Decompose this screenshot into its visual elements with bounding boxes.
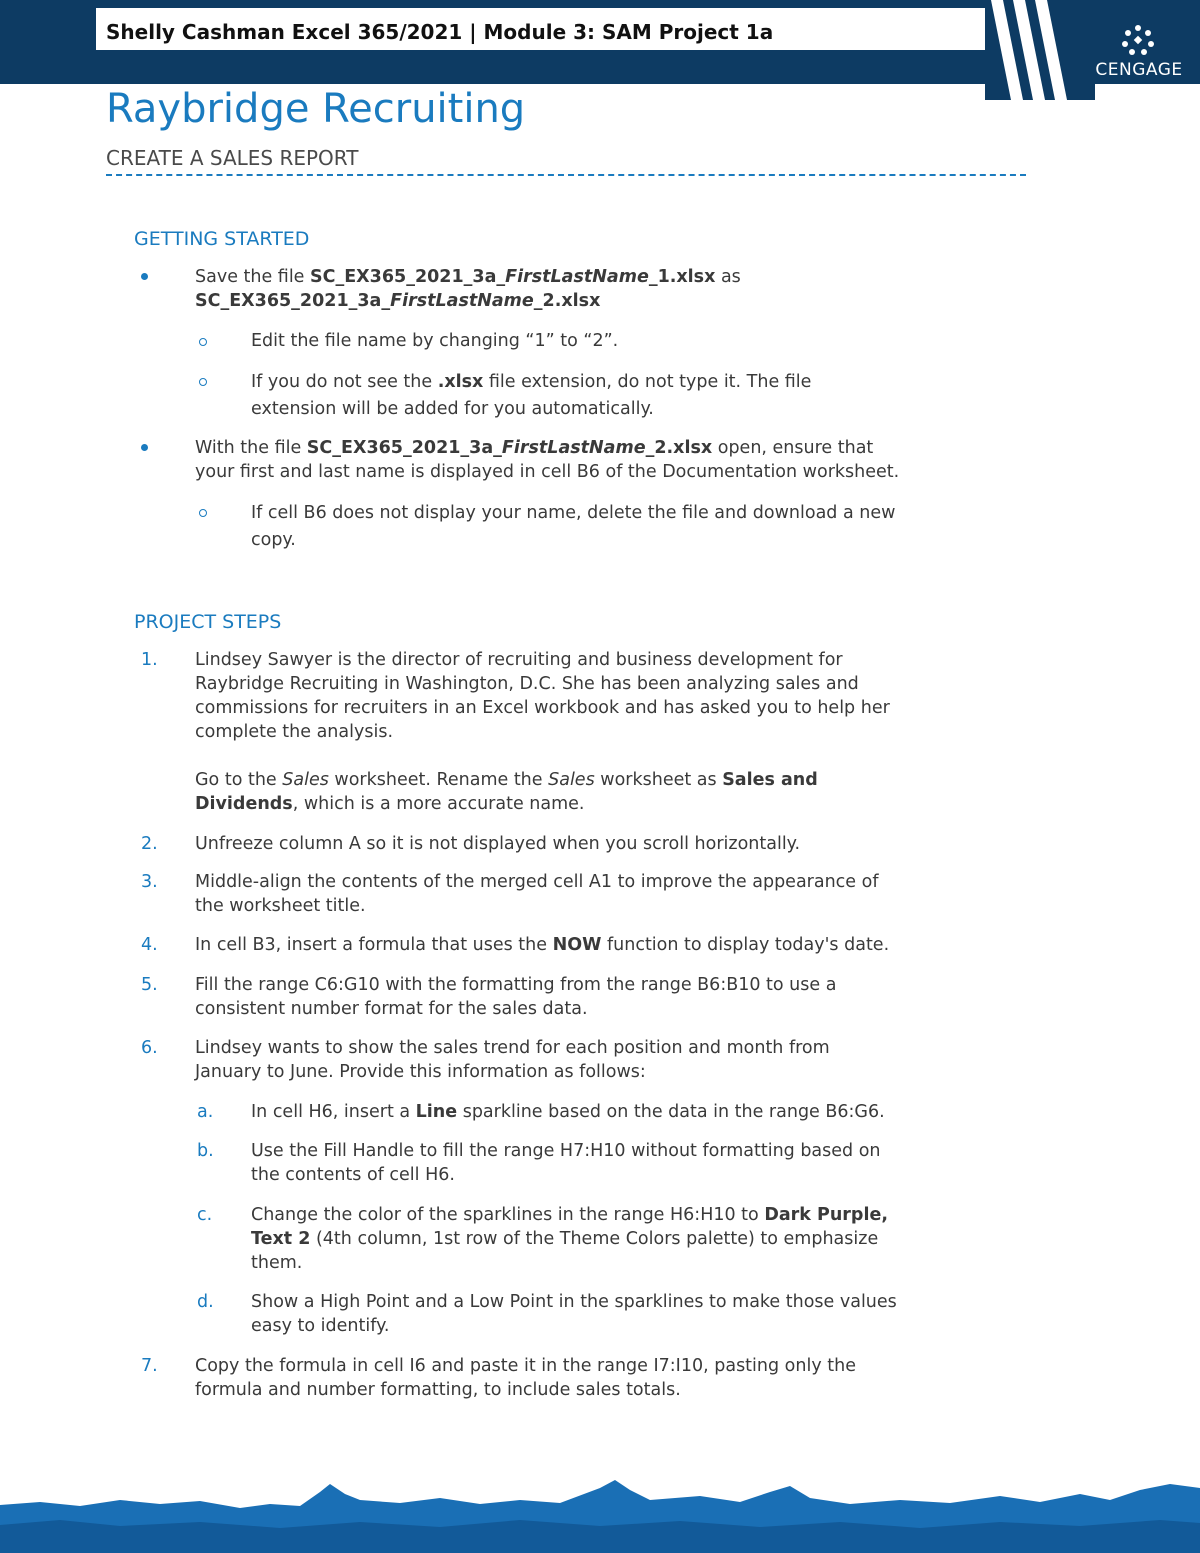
- text-run: In cell B3, insert a formula that uses the: [195, 935, 553, 955]
- getting-started-sub-1: Edit the file name by changing “1” to “2”.: [251, 331, 619, 351]
- step-number: 5.: [141, 975, 158, 995]
- step-2: Unfreeze column A so it is not displayed when you scroll horizontally.: [195, 834, 801, 854]
- title-divider: [106, 174, 1026, 176]
- text-run: Lindsey Sawyer is the director of recruiting and business development for: [195, 650, 843, 670]
- document-subtitle: CREATE A SALES REPORT: [106, 146, 359, 170]
- getting-started-bullet-1: [195, 265, 995, 313]
- text-run: your first and last name is displayed in cell B6 of the Documentation worksheet.: [195, 462, 900, 482]
- header-title: Shelly Cashman Excel 365/2021 | Module 3: SAM Project 1a: [106, 20, 774, 44]
- text-run: Fill the range C6:G10 with the formatting from the range B6:B10 to use a: [195, 975, 837, 995]
- file-name: _1.xlsx: [648, 267, 716, 287]
- cengage-logo-icon: [1120, 24, 1156, 58]
- step-6b: [251, 1139, 1011, 1187]
- step-1-paragraph-2: [195, 768, 1015, 816]
- step-number: 6.: [141, 1038, 158, 1058]
- step-6d: [251, 1290, 1011, 1338]
- step-5: [195, 973, 1015, 1021]
- file-name: FirstLastName: [390, 291, 534, 311]
- text-run: commissions for recruiters in an Excel workbook and has asked you to help her: [195, 698, 890, 718]
- step-4: [195, 933, 1015, 957]
- text-run: complete the analysis.: [195, 722, 394, 742]
- file-name: FirstLastName: [505, 267, 649, 287]
- text-run: Middle-align the contents of the merged cell A1 to improve the appearance of: [195, 872, 879, 892]
- file-name: _2.xlsx: [533, 291, 601, 311]
- step-6: [195, 1036, 1015, 1084]
- step-6a: [251, 1100, 1011, 1124]
- text-run: them.: [251, 1253, 303, 1273]
- text-run: , which is a more accurate name.: [292, 794, 585, 814]
- file-name: SC_EX365_2021_3a_: [310, 267, 506, 287]
- step-number: 7.: [141, 1356, 158, 1376]
- text-run: January to June. Provide this information as follows:: [195, 1062, 646, 1082]
- file-name: FirstLastName: [501, 438, 646, 458]
- text-run: Change the color of the sparklines in the range H6:H10 to: [251, 1205, 765, 1225]
- header-stripes-decoration: [985, 0, 1095, 100]
- step-6c: [251, 1203, 1011, 1275]
- text-run: worksheet. Rename the: [328, 770, 549, 790]
- text-run: worksheet as: [594, 770, 723, 790]
- color-name: Text 2: [251, 1229, 311, 1249]
- cengage-logo-text: CENGAGE: [1095, 60, 1183, 80]
- new-sheet-name: Dividends: [195, 794, 293, 814]
- text-run: easy to identify.: [251, 1316, 390, 1336]
- text-run: open, ensure that: [712, 438, 874, 458]
- sub-bullet-icon: [199, 378, 207, 386]
- footer-wave-decoration: [0, 1470, 1200, 1553]
- getting-started-sub-3: [251, 500, 1011, 554]
- sheet-name: Sales: [548, 770, 595, 790]
- step-number: 2.: [141, 834, 158, 854]
- sub-bullet-icon: [199, 509, 207, 517]
- bullet-icon: [141, 444, 148, 451]
- step-3: [195, 870, 1015, 918]
- text-run: In cell H6, insert a: [251, 1102, 416, 1122]
- text-run: Use the Fill Handle to fill the range H7:H10 without formatting based on: [251, 1141, 881, 1161]
- document-title: Raybridge Recruiting: [106, 86, 526, 132]
- step-number: 4.: [141, 935, 158, 955]
- file-name: SC_EX365_2021_3a_: [306, 438, 502, 458]
- getting-started-bullet-2: [195, 436, 1015, 484]
- text-run: If you do not see the: [251, 372, 438, 392]
- text-run: Go to the: [195, 770, 283, 790]
- step-1: [195, 648, 1015, 744]
- sheet-name: Sales: [282, 770, 329, 790]
- function-name: NOW: [552, 935, 602, 955]
- text-run: copy.: [251, 530, 296, 550]
- step-number: 1.: [141, 650, 158, 670]
- text-run: the contents of cell H6.: [251, 1165, 455, 1185]
- step-number: 3.: [141, 872, 158, 892]
- sparkline-type: Line: [415, 1102, 458, 1122]
- text-run: consistent number format for the sales data.: [195, 999, 588, 1019]
- text-run: extension will be added for you automatically.: [251, 399, 654, 419]
- step-letter: c.: [197, 1205, 213, 1225]
- text-run: formula and number formatting, to include sales totals.: [195, 1380, 681, 1400]
- text-run: Lindsey wants to show the sales trend for each position and month from: [195, 1038, 830, 1058]
- file-extension: .xlsx: [437, 372, 484, 392]
- bullet-icon: [141, 273, 148, 280]
- step-letter: b.: [197, 1141, 214, 1161]
- step-letter: a.: [197, 1102, 214, 1122]
- text-run: sparkline based on the data in the range B6:G6.: [457, 1102, 885, 1122]
- file-name: SC_EX365_2021_3a_: [195, 291, 391, 311]
- file-name: _2.xlsx: [645, 438, 713, 458]
- text-run: Show a High Point and a Low Point in the sparklines to make those values: [251, 1292, 897, 1312]
- text-run: function to display today's date.: [601, 935, 890, 955]
- getting-started-heading: GETTING STARTED: [134, 228, 310, 250]
- text-run: Save the file: [195, 267, 311, 287]
- step-letter: d.: [197, 1292, 214, 1312]
- text-run: the worksheet title.: [195, 896, 366, 916]
- text-run: file extension, do not type it. The file: [483, 372, 812, 392]
- text-run: as: [715, 267, 741, 287]
- project-steps-heading: PROJECT STEPS: [134, 611, 282, 633]
- text-run: Copy the formula in cell I6 and paste it in the range I7:I10, pasting only the: [195, 1356, 856, 1376]
- new-sheet-name: Sales and: [722, 770, 818, 790]
- text-run: With the file: [195, 438, 307, 458]
- sub-bullet-icon: [199, 338, 207, 346]
- step-7: [195, 1354, 1015, 1402]
- text-run: (4th column, 1st row of the Theme Colors palette) to emphasize: [310, 1229, 879, 1249]
- text-run: Raybridge Recruiting in Washington, D.C. She has been analyzing sales and: [195, 674, 859, 694]
- color-name: Dark Purple,: [764, 1205, 888, 1225]
- text-run: If cell B6 does not display your name, delete the file and download a new: [251, 503, 896, 523]
- getting-started-sub-2: [251, 369, 991, 423]
